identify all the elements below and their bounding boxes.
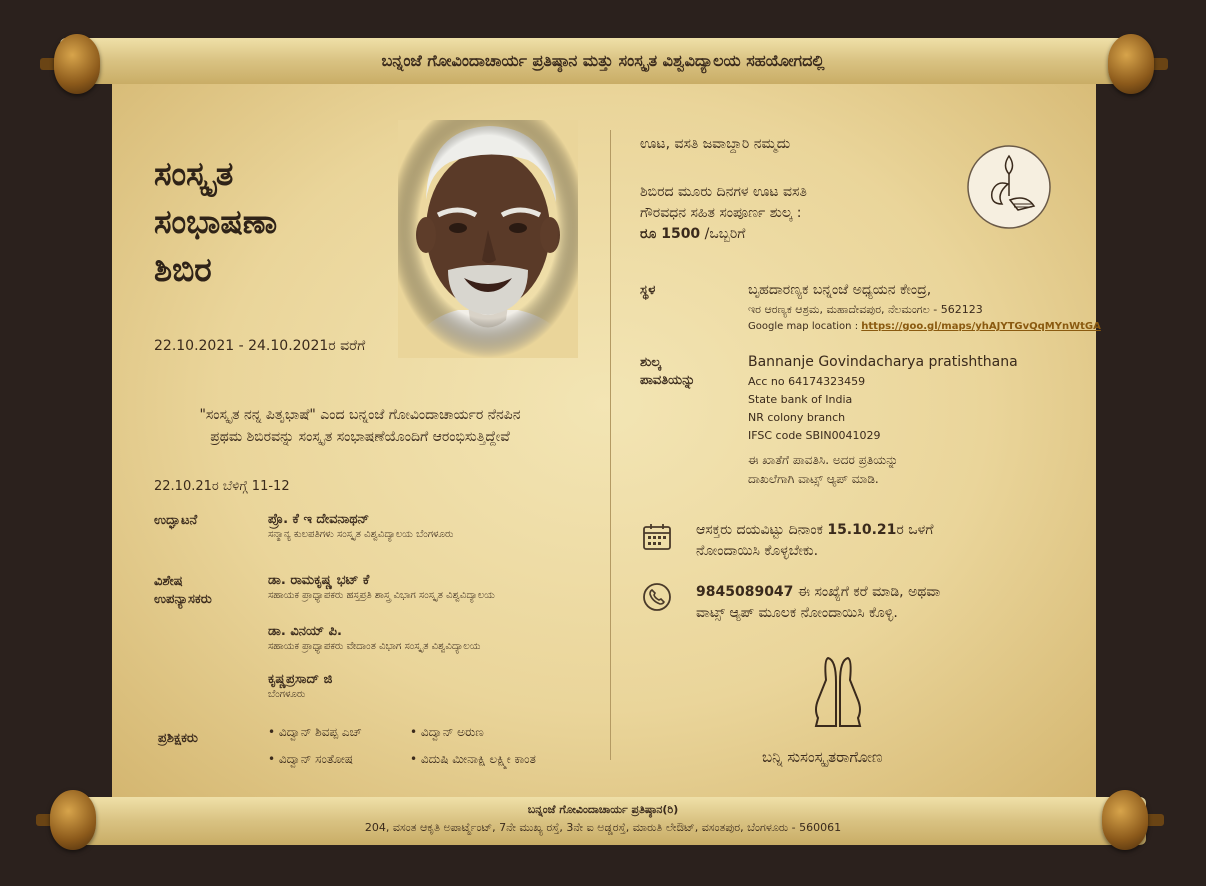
payment-details: Bannanje Govindacharya pratishthana Acc no 64174323459 State bank of India NR colony branch IFSC code SBIN0041029 ಈ ಖಾತೆಗೆ ಪಾವತಿಸಿ. ಅದರ ಪ್ರತಿಯನ್ನು ದಾಖಲೆಗಾಗಿ ವಾಟ್ಸ್ ಆ್ಯಪ್ ಮಾಡಿ.	[748, 354, 1018, 486]
inauguration-time: 22.10.21ರ ಬೆಳಿಗ್ಗೆ 11-12	[154, 479, 290, 494]
scroll-knob	[1102, 790, 1148, 850]
footer-org: ಬನ್ನಂಜೆ ಗೋವಿಂದಾಚಾರ್ಯ ಪ್ರತಿಷ್ಠಾನ(ರಿ)	[527, 803, 679, 816]
footer-address: 204, ವಸಂತ ಆಕೃತಿ ಅಪಾರ್ಟ್ಮೆಂಟ್, 7ನೇ ಮುಖ್ಯ ರಸ್ತೆ, 3ನೇ ಐ ಅಡ್ಡರಸ್ತೆ, ಮಾರುತಿ ಲೇಔಟ್, ವಸಂತಪುರ, ಬೆಂಗಳೂರು - 560061	[364, 821, 842, 834]
inauguration-label: ಉದ್ಘಾಟನೆ	[154, 513, 198, 528]
trainer-item: • ವಿದುಷಿ ಮೀನಾಕ್ಷಿ ಲಕ್ಷ್ಮೀ ಕಾಂತ	[410, 752, 536, 766]
registration-note: ಆಸಕ್ತರು ದಯವಿಟ್ಟು ದಿನಾಂಕ 15.10.21ರ ಒಳಗೆ ನೋಂದಾಯಿಸಿ ಕೊಳ್ಳಬೇಕು.	[696, 522, 934, 559]
closing-text: ಬನ್ನಿ ಸುಸಂಸ್ಕೃತರಾಗೋಣ	[762, 748, 883, 766]
trainer-item: • ವಿದ್ವಾನ್ ಸಂತೋಷ	[268, 752, 353, 766]
emblem-logo	[966, 144, 1052, 234]
map-link[interactable]: https://goo.gl/maps/yhAJYTGvQqMYnWtGA	[861, 321, 1101, 332]
column-divider	[610, 130, 611, 760]
trainer-item: • ವಿದ್ವಾನ್ ಶಿವಪ್ಪ ಎಚ್	[268, 725, 362, 739]
lecturer-item: ಡಾ. ರಾಮಕೃಷ್ಣ ಭಟ್ ಕೆ ಸಹಾಯಕ ಪ್ರಾಧ್ಯಾಪಕರು ಹಸ್ತಪ್ರತಿ ಶಾಸ್ತ್ರ ವಿಭಾಗ ಸಂಸ್ಕೃತ ವಿಶ್ವವಿದ್ಯಾಲಯ	[268, 573, 495, 601]
trainers-label: ಪ್ರಶಿಕ್ಷಕರು	[158, 731, 198, 746]
event-title: ಸಂಸ್ಕೃತ ಸಂಭಾಷಣಾ ಶಿಬಿರ	[154, 154, 278, 289]
portrait-photo	[398, 120, 578, 358]
trainer-item: • ವಿದ್ವಾನ್ ಅರುಣ	[410, 725, 484, 739]
venue-details: ಬೃಹದಾರಣ್ಯಕ ಬನ್ನಂಜೆ ಅಧ್ಯಯನ ಕೇಂದ್ರ, ಇರ ಆರಣ್ಯಕ ಆಶ್ರಮ, ಮಹಾದೇವಪುರ, ನೆಲಮಂಗಲ - 562123 Google map location : https://goo.gl/maps/yhAJYTGvQqMYnWtGA	[748, 282, 1101, 332]
fee-line: ಊಟ, ವಸತಿ ಜವಾಬ್ದಾರಿ ನಮ್ಮದು	[640, 136, 791, 152]
phone-number[interactable]: 9845089047	[696, 584, 794, 600]
payment-label: ಶುಲ್ಕ ಪಾವತಿಯನ್ನು	[640, 355, 696, 388]
calendar-icon	[642, 522, 672, 556]
contact-note: 9845089047 ಈ ಸಂಖ್ಯೆಗೆ ಕರೆ ಮಾಡಿ, ಅಥವಾ ವಾಟ್ಸ್ ಆ್ಯಪ್ ಮೂಲಕ ನೋಂದಾಯಿಸಿ ಕೊಳ್ಳಿ.	[696, 584, 941, 621]
event-quote: "ಸಂಸ್ಕೃತ ನನ್ನ ಪಿತೃಭಾಷೆ" ಎಂದ ಬನ್ನಂಜೆ ಗೋವಿಂದಾಚಾರ್ಯರ ನೆನಪಿನ ಪ್ರಥಮ ಶಿಬಿರವನ್ನು ಸಂಸ್ಕೃತ ಸಂಭಾಷಣೆಯೊಂದಿಗೆ ಆರಂಭಿಸುತ್ತಿದ್ದೇವೆ	[199, 407, 521, 445]
lecturer-item: ಕೃಷ್ಣಪ್ರಸಾದ್ ಜಿ ಬೆಂಗಳೂರು	[268, 672, 333, 700]
inaugurator: ಪ್ರೊ. ಕೆ ಇ ದೇವನಾಥನ್ ಸನ್ಮಾನ್ಯ ಕುಲಪತಿಗಳು ಸಂಸ್ಕೃತ ವಿಶ್ವವಿದ್ಯಾಲಯ ಬೆಂಗಳೂರು	[268, 512, 454, 540]
event-dates: 22.10.2021 - 24.10.2021ರ ವರೆಗೆ	[154, 338, 366, 354]
scroll-knob	[50, 790, 96, 850]
header-title: ಬನ್ನಂಜೆ ಗೋವಿಂದಾಚಾರ್ಯ ಪ್ರತಿಷ್ಠಾನ ಮತ್ತು ಸಂಸ್ಕೃತ ವಿಶ್ವವಿದ್ಯಾಲಯ ಸಹಯೋಗದಲ್ಲಿ	[381, 51, 825, 70]
special-lecturers-label: ವಿಶೇಷ ಉಪನ್ಯಾಸಕರು	[154, 574, 212, 607]
lecturer-item: ಡಾ. ವಿನಯ್ ಪಿ. ಸಹಾಯಕ ಪ್ರಾಧ್ಯಾಪಕರು ವೇದಾಂತ ವಿಭಾಗ ಸಂಸ್ಕೃತ ವಿಶ್ವವಿದ್ಯಾಲಯ	[268, 624, 481, 652]
namaste-hands-icon	[812, 652, 864, 734]
venue-label: ಸ್ಥಳ	[640, 283, 656, 298]
phone-icon	[642, 582, 672, 616]
fee-details: ಶಿಬಿರದ ಮೂರು ದಿನಗಳ ಊಟ ವಸತಿ ಗೌರವಧನ ಸಹಿತ ಸಂಪೂರ್ಣ ಶುಲ್ಕ : ರೂ 1500 /ಒಬ್ಬರಿಗೆ	[640, 184, 807, 242]
